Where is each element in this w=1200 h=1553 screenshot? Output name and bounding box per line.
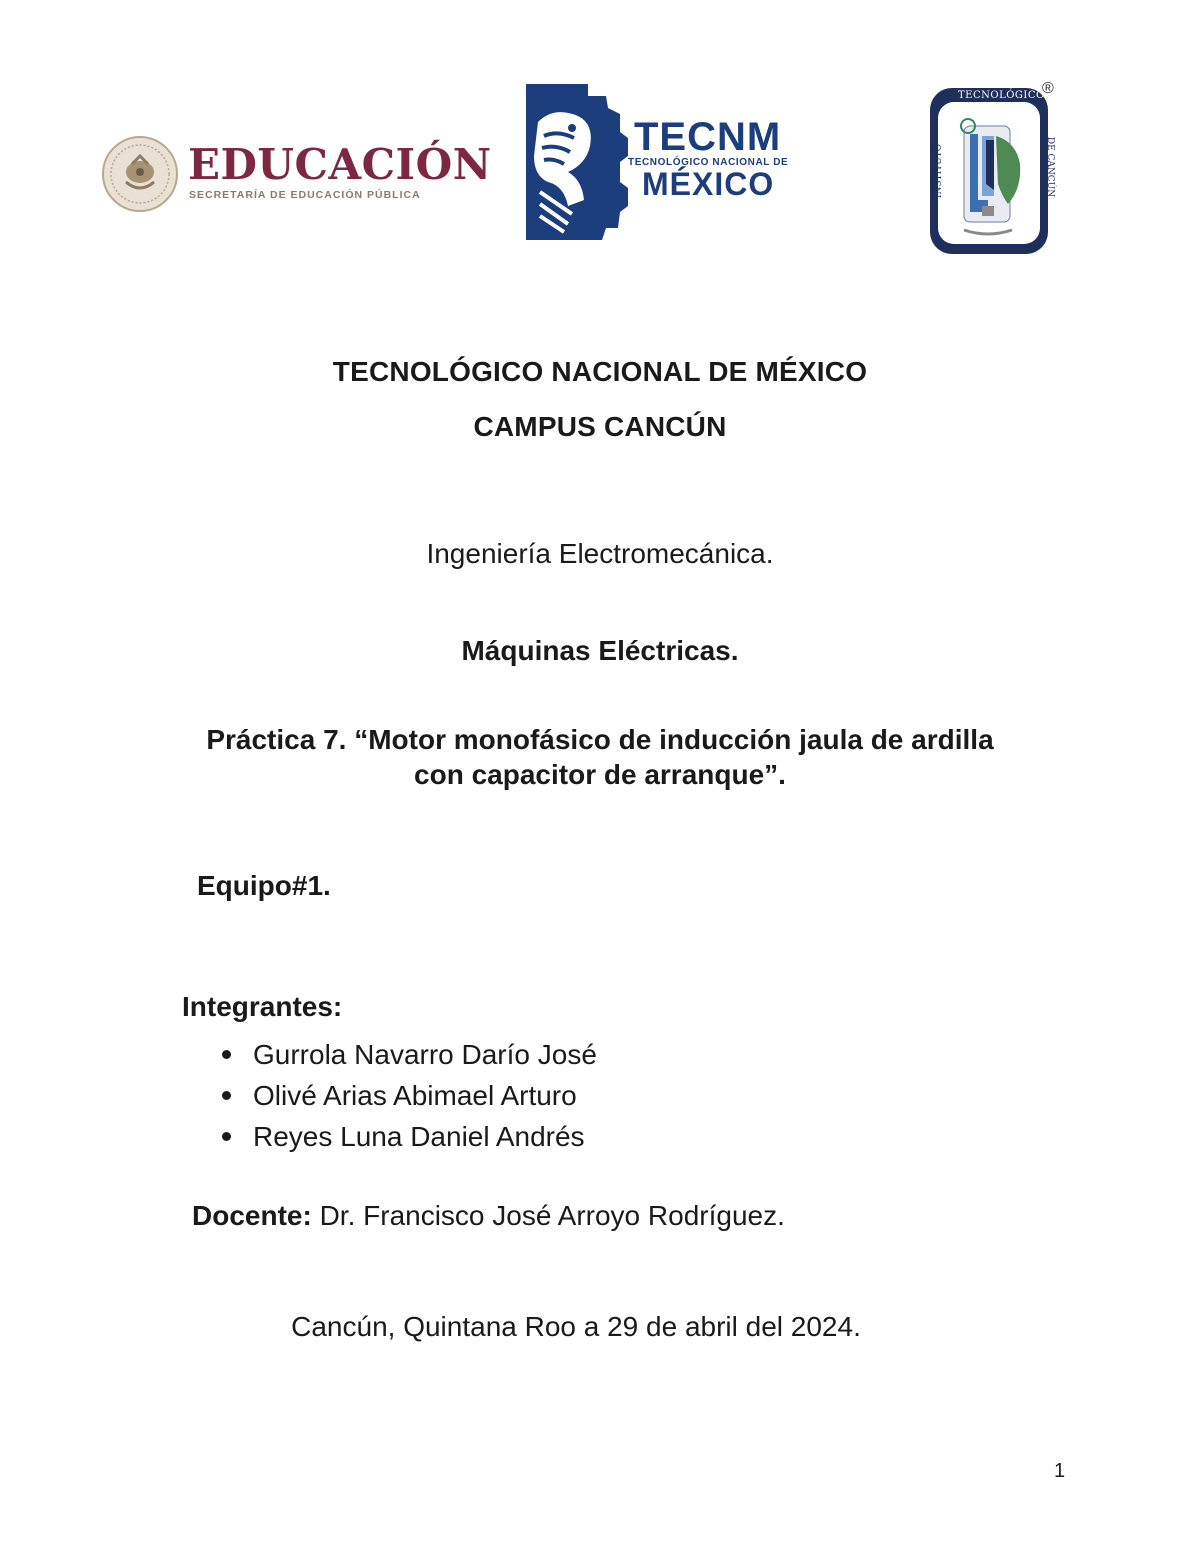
itc-logo-top-text: TECNOLÓGICO <box>958 90 1045 101</box>
list-item <box>215 1116 597 1157</box>
page-number: 1 <box>1054 1460 1066 1482</box>
sep-logo-title: EDUCACIÓN <box>188 140 492 189</box>
list-item <box>215 1075 597 1116</box>
members-list <box>215 1034 597 1157</box>
itc-shield-icon <box>924 80 1064 258</box>
members-label: Integrantes: <box>182 991 343 1022</box>
mexico-coat-of-arms-icon <box>100 134 180 214</box>
tecnm-logo <box>524 82 789 242</box>
teacher-line <box>192 1200 785 1232</box>
tecnm-logo-subtitle: TECNOLÓGICO NACIONAL DE <box>628 157 789 168</box>
bullet-icon <box>222 1132 231 1141</box>
sep-logo-subtitle: SECRETARÍA DE EDUCACIÓN PÚBLICA <box>189 189 421 201</box>
itc-logo-left-text: INSTITUTO <box>934 143 944 199</box>
registered-mark: ® <box>1042 80 1054 97</box>
member-name: Gurrola Navarro Darío José <box>253 1039 597 1070</box>
member-name: Olivé Arias Abimael Arturo <box>253 1080 577 1111</box>
place-date: Cancún, Quintana Roo a 29 de abril del 2024. <box>291 1311 861 1342</box>
team-label: Equipo#1. <box>197 870 331 901</box>
bullet-icon <box>222 1091 231 1100</box>
tecnm-gear-eagle-icon <box>524 82 628 242</box>
subject: Máquinas Eléctricas. <box>461 635 739 666</box>
member-name: Reyes Luna Daniel Andrés <box>253 1121 585 1152</box>
institution-title: TECNOLÓGICO NACIONAL DE MÉXICO <box>332 356 868 387</box>
list-item <box>215 1034 597 1075</box>
career: Ingeniería Electromecánica. <box>426 538 774 569</box>
tecnm-logo-country: MÉXICO <box>642 166 775 202</box>
tecnm-logo-title: TECNM <box>634 115 782 159</box>
itc-logo <box>924 80 1064 258</box>
campus-title: CAMPUS CANCÚN <box>473 411 727 442</box>
sep-logo <box>100 132 492 216</box>
practice-title-line2: con capacitor de arranque”. <box>414 759 786 790</box>
teacher-name: Dr. Francisco José Arroyo Rodríguez. <box>311 1200 785 1231</box>
practice-title-line1: Práctica 7. “Motor monofásico de inducción jaula de ardilla <box>206 724 994 755</box>
teacher-label: Docente: <box>192 1200 312 1231</box>
bullet-icon <box>222 1050 231 1059</box>
itc-logo-right-text: DE CANCÚN <box>1045 136 1055 198</box>
